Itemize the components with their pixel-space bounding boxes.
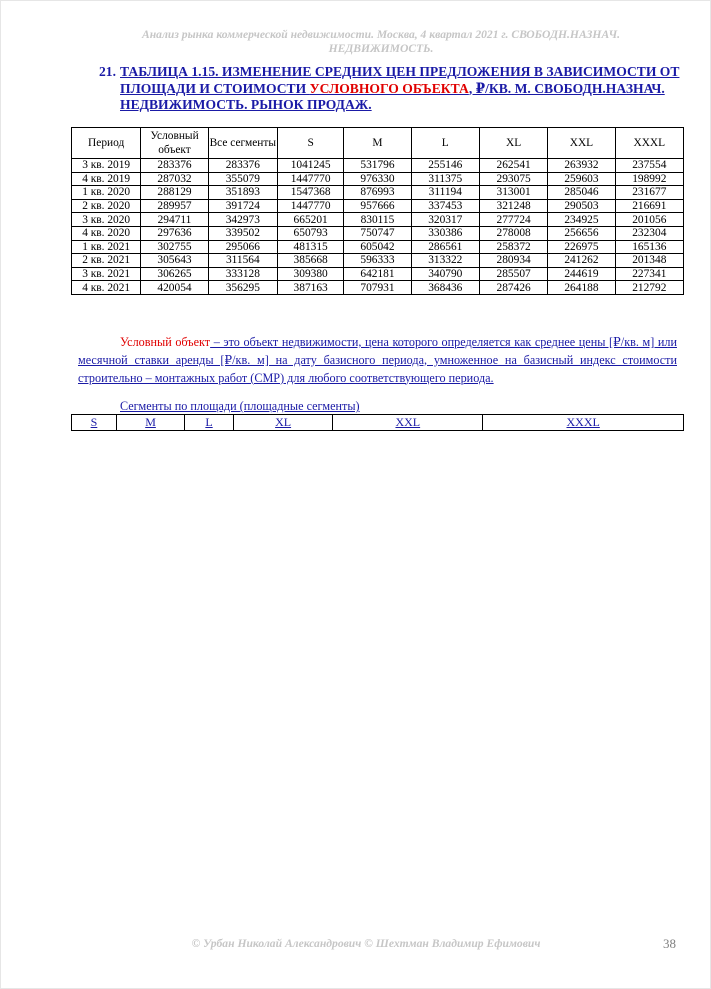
value-cell: 337453 (411, 199, 479, 213)
value-cell: 481315 (277, 240, 343, 254)
title-highlight: УСЛОВНОГО ОБЪЕКТА (309, 80, 469, 96)
segment-link[interactable]: M (116, 415, 184, 431)
segment-link[interactable]: XXXL (483, 415, 684, 431)
value-cell: 311194 (411, 186, 479, 200)
value-cell: 264188 (548, 281, 615, 295)
value-cell: 313322 (411, 254, 479, 268)
value-cell: 876993 (344, 186, 411, 200)
value-cell: 283376 (208, 159, 277, 173)
table-row (72, 213, 684, 227)
title-link[interactable] (120, 64, 680, 114)
column-header: XXXL (615, 128, 683, 159)
value-cell: 278008 (479, 226, 547, 240)
definition-text[interactable]: – это объект недвижимости, цена которого определяется как среднее цены [₽/кв. м] или месячной ставки аренды [₽/кв. м] на дату базисного периода, умноженное на базисный индекс стоимости строительно – монтажных работ (СМР) для любого соответствующего периода. (78, 335, 677, 385)
value-cell: 234925 (548, 213, 615, 227)
table-header-row (72, 128, 684, 159)
value-cell: 258372 (479, 240, 547, 254)
column-header: Условный объект (141, 128, 208, 159)
value-cell: 342973 (208, 213, 277, 227)
segment-link[interactable]: XXL (333, 415, 483, 431)
value-cell: 311564 (208, 254, 277, 268)
header-line-2: НЕДВИЖИМОСТЬ. (328, 42, 434, 55)
value-cell: 707931 (344, 281, 411, 295)
value-cell: 368436 (411, 281, 479, 295)
value-cell: 287426 (479, 281, 547, 295)
value-cell: 321248 (479, 199, 547, 213)
column-header: S (277, 128, 343, 159)
value-cell: 650793 (277, 226, 343, 240)
period-cell: 1 кв. 2020 (72, 186, 141, 200)
value-cell: 263932 (548, 159, 615, 173)
value-cell: 297636 (141, 226, 208, 240)
value-cell: 244619 (548, 267, 615, 281)
value-cell: 256656 (548, 226, 615, 240)
value-cell: 305643 (141, 254, 208, 268)
value-cell: 280934 (479, 254, 547, 268)
value-cell: 1447770 (277, 199, 343, 213)
title-number: 21. (99, 64, 116, 79)
value-cell: 277724 (479, 213, 547, 227)
value-cell: 750747 (344, 226, 411, 240)
value-cell: 227341 (615, 267, 683, 281)
price-table (71, 127, 684, 295)
value-cell: 302755 (141, 240, 208, 254)
value-cell: 262541 (479, 159, 547, 173)
value-cell: 596333 (344, 254, 411, 268)
value-cell: 976330 (344, 172, 411, 186)
value-cell: 313001 (479, 186, 547, 200)
value-cell: 289957 (141, 199, 208, 213)
segments-row (72, 415, 684, 431)
value-cell: 830115 (344, 213, 411, 227)
period-cell: 3 кв. 2020 (72, 213, 141, 227)
footer-authors: © Урбан Николай Александрович © Шехтман Владимир Ефимович (191, 937, 541, 950)
period-cell: 4 кв. 2020 (72, 226, 141, 240)
value-cell: 241262 (548, 254, 615, 268)
table-row (72, 159, 684, 173)
segment-link[interactable]: S (72, 415, 117, 431)
value-cell: 356295 (208, 281, 277, 295)
column-header: M (344, 128, 411, 159)
value-cell: 285046 (548, 186, 615, 200)
value-cell: 1041245 (277, 159, 343, 173)
segment-link[interactable]: XL (233, 415, 332, 431)
title-part-1: ТАБЛИЦА 1.15. ИЗМЕНЕНИЕ СРЕДНИХ ЦЕН ПРЕДЛОЖЕНИЯ В ЗАВИСИМОСТИ ОТ ПЛОЩАДИ И СТОИМОСТИ (120, 64, 680, 96)
table-row (72, 267, 684, 281)
value-cell: 231677 (615, 186, 683, 200)
definition-term: Условный объект (120, 335, 211, 349)
definition-paragraph (78, 334, 677, 387)
value-cell: 198992 (615, 172, 683, 186)
period-cell: 2 кв. 2021 (72, 254, 141, 268)
value-cell: 259603 (548, 172, 615, 186)
period-cell: 1 кв. 2021 (72, 240, 141, 254)
value-cell: 642181 (344, 267, 411, 281)
value-cell: 293075 (479, 172, 547, 186)
value-cell: 351893 (208, 186, 277, 200)
value-cell: 226975 (548, 240, 615, 254)
value-cell: 330386 (411, 226, 479, 240)
value-cell: 287032 (141, 172, 208, 186)
value-cell: 201348 (615, 254, 683, 268)
value-cell: 212792 (615, 281, 683, 295)
value-cell: 283376 (141, 159, 208, 173)
title-part-2: , ₽/КВ. М. СВОБОДН.НАЗНАЧ. НЕДВИЖИМОСТЬ. РЫНОК ПРОДАЖ. (120, 80, 665, 112)
table-row (72, 240, 684, 254)
value-cell: 391724 (208, 199, 277, 213)
value-cell: 387163 (277, 281, 343, 295)
period-cell: 2 кв. 2020 (72, 199, 141, 213)
value-cell: 290503 (548, 199, 615, 213)
column-header: Все сегменты (208, 128, 277, 159)
value-cell: 339502 (208, 226, 277, 240)
value-cell: 355079 (208, 172, 277, 186)
value-cell: 237554 (615, 159, 683, 173)
value-cell: 333128 (208, 267, 277, 281)
value-cell: 201056 (615, 213, 683, 227)
value-cell: 288129 (141, 186, 208, 200)
value-cell: 216691 (615, 199, 683, 213)
value-cell: 320317 (411, 213, 479, 227)
value-cell: 605042 (344, 240, 411, 254)
table-row (72, 281, 684, 295)
value-cell: 385668 (277, 254, 343, 268)
value-cell: 1547368 (277, 186, 343, 200)
value-cell: 957666 (344, 199, 411, 213)
period-cell: 3 кв. 2021 (72, 267, 141, 281)
value-cell: 665201 (277, 213, 343, 227)
column-header: XXL (548, 128, 615, 159)
value-cell: 1447770 (277, 172, 343, 186)
period-cell: 3 кв. 2019 (72, 159, 141, 173)
value-cell: 285507 (479, 267, 547, 281)
page-number: 38 (663, 936, 676, 951)
column-header: L (411, 128, 479, 159)
table-row (72, 226, 684, 240)
period-cell: 4 кв. 2019 (72, 172, 141, 186)
value-cell: 232304 (615, 226, 683, 240)
header-line-1: Анализ рынка коммерческой недвижимости. Москва, 4 квартал 2021 г. СВОБОДН.НАЗНАЧ. (141, 28, 621, 41)
table-row (72, 172, 684, 186)
value-cell: 531796 (344, 159, 411, 173)
table-row (72, 199, 684, 213)
segments-table (71, 414, 684, 431)
table-row (72, 254, 684, 268)
value-cell: 165136 (615, 240, 683, 254)
value-cell: 420054 (141, 281, 208, 295)
value-cell: 295066 (208, 240, 277, 254)
table-body (72, 159, 684, 295)
column-header: Период (72, 128, 141, 159)
value-cell: 306265 (141, 267, 208, 281)
value-cell: 294711 (141, 213, 208, 227)
value-cell: 309380 (277, 267, 343, 281)
running-header (101, 28, 661, 56)
period-cell: 4 кв. 2021 (72, 281, 141, 295)
segments-label[interactable]: Сегменты по площади (площадные сегменты) (120, 399, 360, 413)
value-cell: 286561 (411, 240, 479, 254)
segment-link[interactable]: L (185, 415, 234, 431)
table-row (72, 186, 684, 200)
value-cell: 255146 (411, 159, 479, 173)
value-cell: 340790 (411, 267, 479, 281)
value-cell: 311375 (411, 172, 479, 186)
column-header: XL (479, 128, 547, 159)
